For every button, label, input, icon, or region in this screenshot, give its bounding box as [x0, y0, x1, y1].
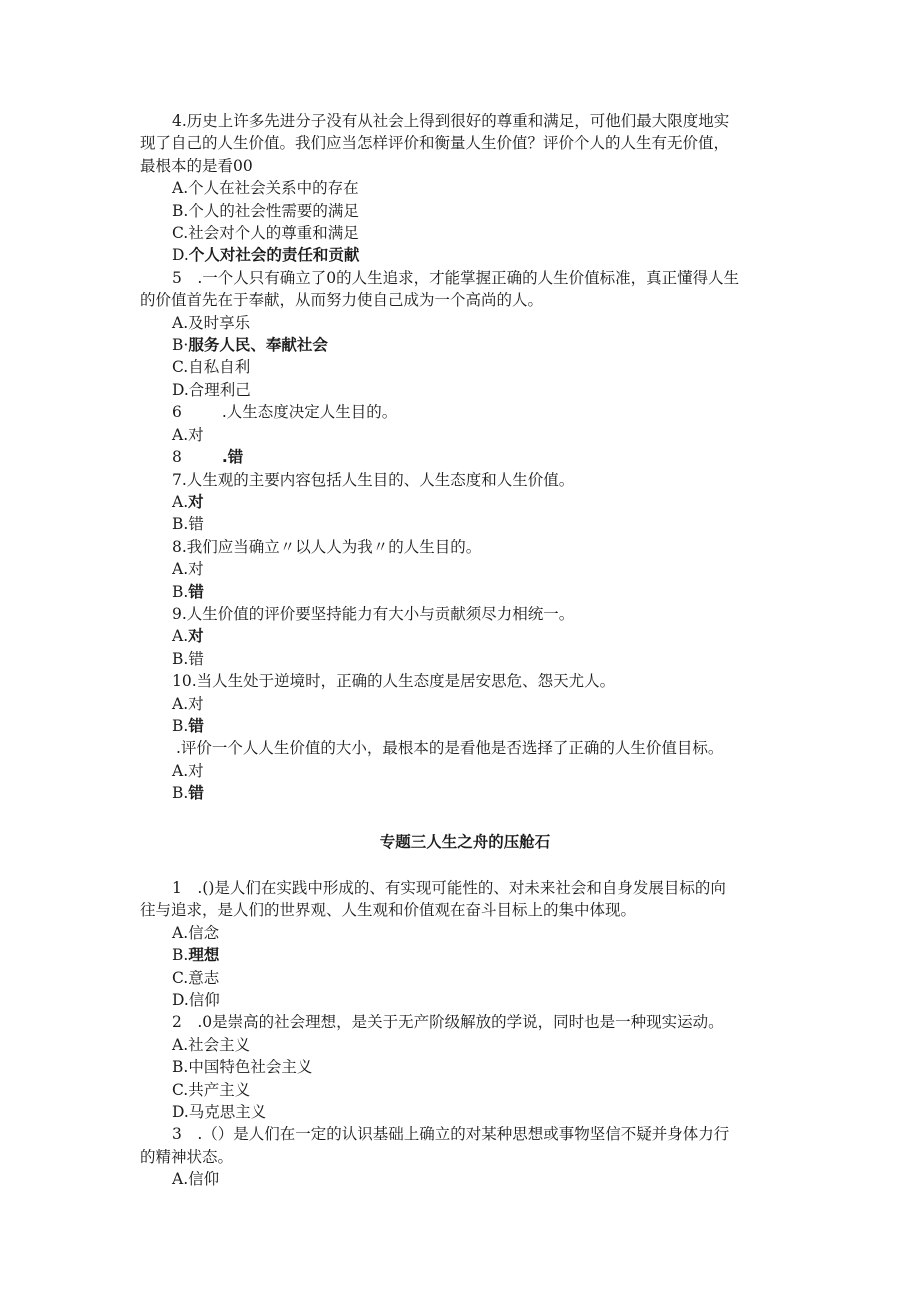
- question-9-option-a: [140, 625, 800, 647]
- s2-question-2-option-c: C.共产主义: [172, 1080, 251, 1099]
- correct-answer: 理想: [188, 946, 220, 965]
- question-9-option-b: B.错: [172, 649, 204, 668]
- correct-answer: .错: [221, 448, 244, 467]
- s2-question-1-option-a: A.信念: [172, 923, 220, 942]
- question-5-line-2: 的价值首先在于奉献，从而努力使自己成为一个高尚的人。: [140, 291, 544, 310]
- s2-question-1-line-2: 往与追求，是人们的世界观、人生观和价值观在奋斗目标上的集中体现。: [140, 901, 637, 920]
- question-4-line-2: 现了自己的人生价值。我们应当怎样评价和衡量人生价值？评价个人的人生有无价值，: [140, 134, 730, 153]
- s2-question-2-option-a: A.社会主义: [172, 1035, 251, 1054]
- s2-question-3-option-a: A.信仰: [172, 1170, 220, 1189]
- question-4-option-b: B.个人的社会性需要的满足: [172, 201, 359, 220]
- s2-question-1-option-b: [140, 944, 800, 966]
- question-11-option-a: A.对: [172, 761, 204, 780]
- correct-answer: 错: [188, 716, 204, 735]
- question-8-option-b: [140, 581, 800, 603]
- question-7-option-a: [140, 491, 800, 513]
- question-11-option-b: [140, 782, 800, 804]
- question-number: 6: [172, 403, 182, 422]
- question-text: .人生态度决定人生目的。: [221, 403, 398, 422]
- question-11: .评价一个人人生价值的大小，最根本的是看他是否选择了正确的人生价值目标。: [176, 739, 724, 758]
- option-number: 8: [172, 448, 182, 467]
- s2-question-1-option-d: D.信仰: [172, 991, 220, 1010]
- question-6-option-a: A.对: [172, 425, 204, 444]
- option-prefix: B.: [172, 582, 189, 601]
- question-5-option-a: A.及时享乐: [172, 313, 251, 332]
- option-prefix: A.: [172, 627, 189, 646]
- question-5-option-c: C.自私自利: [172, 358, 251, 377]
- s2-question-2: 2 .0是崇高的社会理想，是关于无产阶级解放的学说，同时也是一种现实运动。: [172, 1013, 724, 1032]
- question-4-option-d: [140, 244, 800, 266]
- question-10: 10.当人生处于逆境时，正确的人生态度是居安思危、怨天尤人。: [172, 672, 616, 691]
- question-4-option-c: C.社会对个人的尊重和满足: [172, 224, 359, 243]
- option-prefix: A.: [172, 492, 189, 511]
- question-5-option-d: D.合理利己: [172, 380, 251, 399]
- s2-question-1-option-c: C.意志: [172, 968, 220, 987]
- question-4-line-1: 4.历史上许多先进分子没有从社会上得到很好的尊重和满足，可他们最大限度地实: [172, 112, 730, 130]
- option-prefix: B·: [172, 336, 189, 355]
- question-10-option-b: [140, 715, 800, 737]
- correct-answer: 服务人民、奉献社会: [188, 336, 328, 355]
- s2-question-3-line-1: 3 .（）是人们在一定的认识基础上确立的对某种思想或事物坚信不疑并身体力行: [172, 1125, 730, 1144]
- s2-question-1-line-1: 1 .()是人们在实践中形成的、有实现可能性的、对未来社会和自身发展目标的向: [172, 879, 726, 897]
- question-4-line-3: 最根本的是看00: [140, 156, 253, 175]
- correct-answer: 个人对社会的责任和贡献: [188, 246, 360, 265]
- correct-answer: 错: [188, 582, 204, 601]
- correct-answer: 对: [188, 492, 204, 511]
- question-5-option-b: [140, 334, 800, 356]
- question-7-option-b: B.错: [172, 515, 204, 534]
- question-8: 8.我们应当确立〃以人人为我〃的人生目的。: [172, 537, 482, 556]
- question-4-option-a: A.个人在社会关系中的存在: [172, 179, 359, 198]
- option-prefix: B.: [172, 946, 189, 965]
- s2-question-2-option-b: B.中国特色社会主义: [172, 1058, 313, 1077]
- question-9: 9.人生价值的评价要坚持能力有大小与贡献须尽力相统一。: [172, 604, 575, 623]
- option-prefix: D.: [172, 246, 189, 265]
- question-6-option-b: [140, 446, 800, 468]
- question-8-option-a: A.对: [172, 560, 204, 579]
- question-10-option-a: A.对: [172, 694, 204, 713]
- option-prefix: B.: [172, 716, 189, 735]
- question-7: 7.人生观的主要内容包括人生目的、人生态度和人生价值。: [172, 470, 575, 489]
- s2-question-2-option-d: D.马克思主义: [172, 1103, 267, 1122]
- correct-answer: 对: [188, 627, 204, 646]
- section-heading: 专题三人生之舟的压舱石: [379, 832, 551, 851]
- question-5-line-1: 5 .一个人只有确立了0的人生追求，才能掌握正确的人生价值标准，真正懂得人生: [172, 268, 740, 287]
- correct-answer: 错: [188, 784, 204, 803]
- question-6: [140, 401, 800, 423]
- s2-question-3-line-2: 的精神状态。: [140, 1147, 234, 1166]
- option-prefix: B.: [172, 784, 189, 803]
